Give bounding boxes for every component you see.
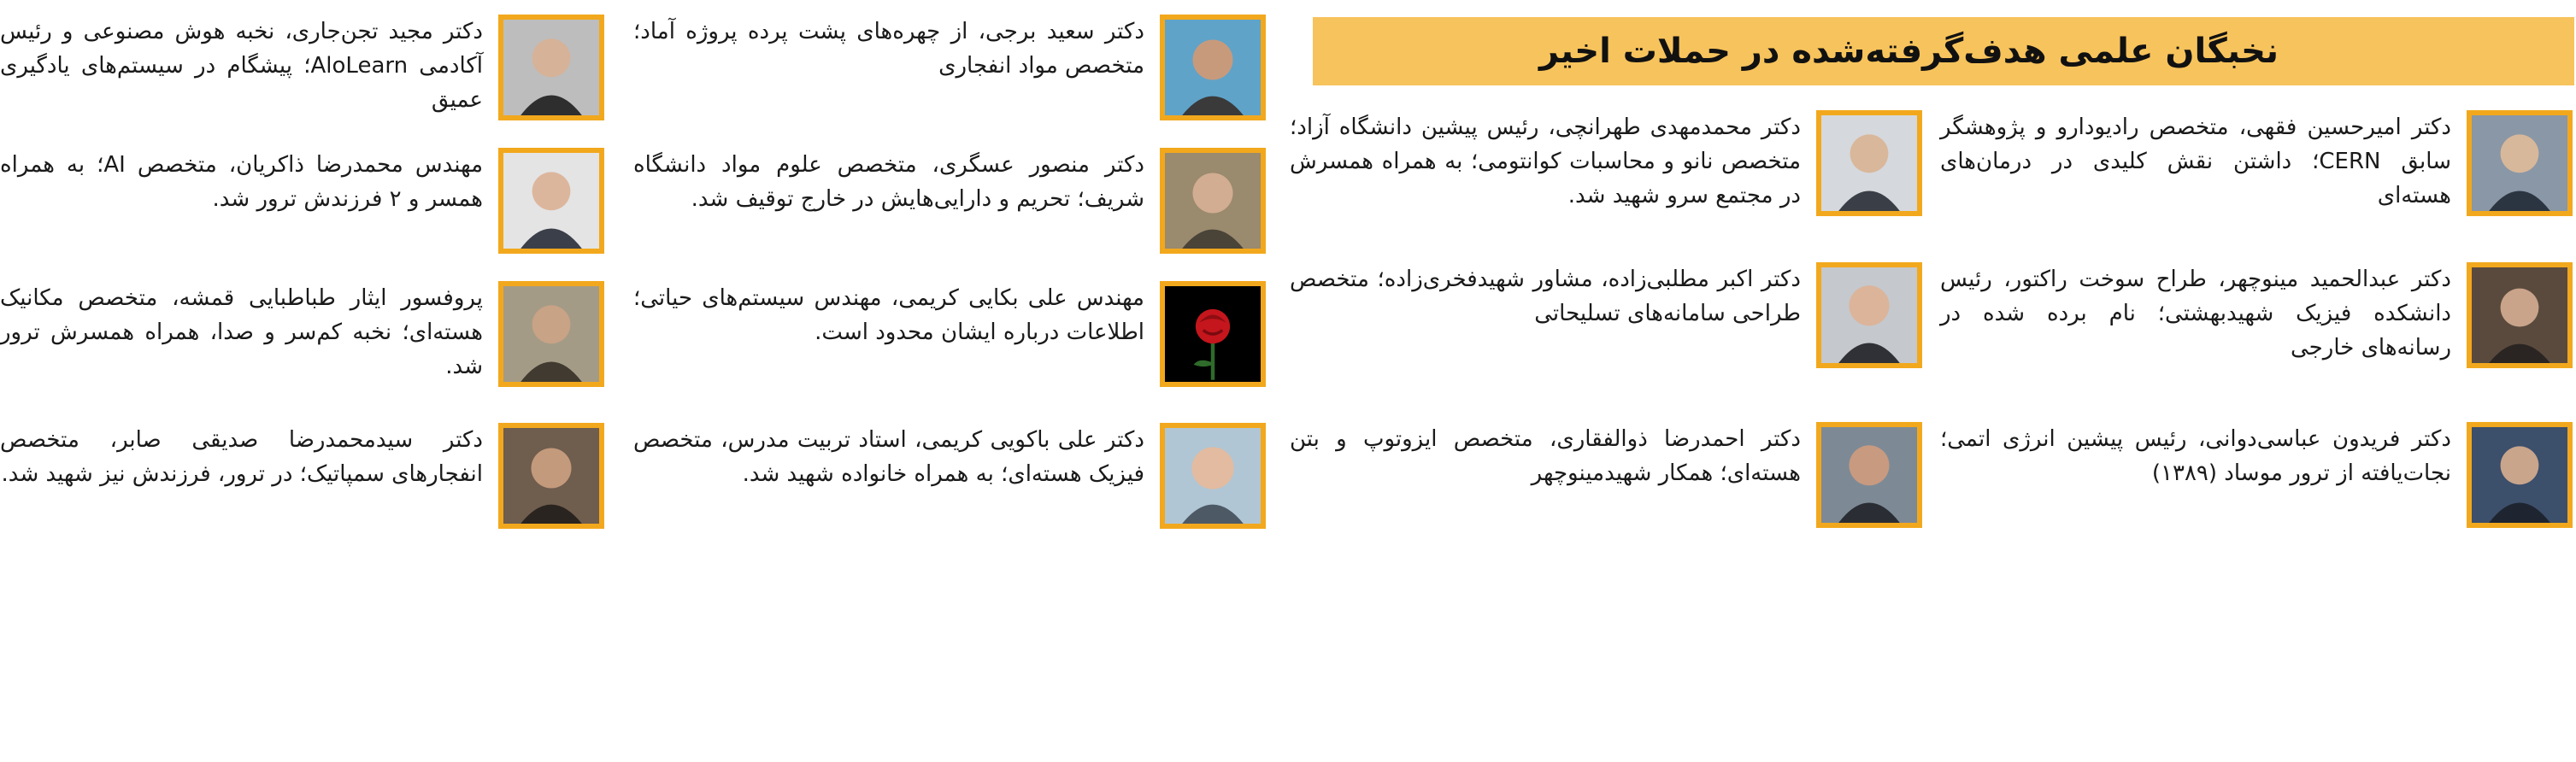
portrait-photo	[498, 423, 604, 529]
portrait-photo	[498, 148, 604, 254]
person-description: دکتر احمدرضا ذوالفقاری، متخصص ایزوتوپ و بتن هسته‌ای؛ همکار شهیدمینوچهر	[1290, 426, 1801, 486]
person-description: دکتر فریدون عباسی‌دوانی، رئیس پیشین انرژی اتمی؛ نجات‌یافته از ترور موساد (۱۳۸۹)	[1940, 426, 2451, 486]
person-card	[0, 148, 604, 254]
portrait-photo	[1816, 110, 1922, 216]
person-description: دکتر سیدمحمدرضا صدیقی صابر، متخصص انفجارهای سمپاتیک؛ در ترور، فرزندش نیز شهید شد.	[0, 427, 483, 487]
portrait-photo	[1160, 148, 1266, 254]
person-description: دکتر علی باکویی کریمی، استاد تربیت مدرس، متخصص فیزیک هسته‌ای؛ به همراه خانواده شهید شد.	[633, 427, 1144, 487]
person-card	[1940, 110, 2573, 216]
page-title: نخبگان علمی هدف‌گرفته‌شده در حملات اخیر	[1539, 32, 2279, 71]
portrait-photo	[1160, 15, 1266, 120]
person-card	[633, 148, 1266, 254]
person-card	[1290, 110, 1922, 216]
person-card	[633, 423, 1266, 529]
title-banner	[1313, 17, 2574, 85]
person-description: دکتر اکبر مطلبی‌زاده، مشاور شهیدفخری‌زاده؛ متخصص طراحی سامانه‌های تسلیحاتی	[1290, 267, 1801, 326]
person-description: مهندس محمدرضا ذاکریان، متخصص AI؛ به همراه همسر و ۲ فرزندش ترور شد.	[0, 152, 483, 212]
person-card	[633, 15, 1266, 120]
portrait-photo	[1160, 423, 1266, 529]
person-card	[1290, 422, 1922, 528]
person-card	[0, 15, 604, 120]
person-description: دکتر منصور عسگری، متخصص علوم مواد دانشگاه شریف؛ تحریم و دارایی‌هایش در خارج توقیف شد.	[633, 152, 1144, 212]
person-card	[1940, 262, 2573, 368]
portrait-photo	[1816, 262, 1922, 368]
portrait-photo	[2467, 110, 2573, 216]
portrait-photo	[1816, 422, 1922, 528]
rose-image	[1160, 281, 1266, 387]
portrait-photo	[2467, 262, 2573, 368]
person-card	[0, 281, 604, 387]
person-description: پروفسور ایثار طباطبایی قمشه، متخصص مکانیک هسته‌ای؛ نخبه کم‌سر و صدا، همراه همسرش ترور شد.	[0, 285, 483, 379]
person-card	[1290, 262, 1922, 368]
portrait-photo	[498, 15, 604, 120]
person-description: دکتر مجید تجن‌جاری، نخبه هوش مصنوعی و رئیس آکادمی AloLearn؛ پیشگام در سیستم‌های یادگیری عمیق	[0, 19, 483, 113]
person-description: دکتر محمدمهدی طهرانچی، رئیس پیشین دانشگاه آزاد؛ متخصص نانو و محاسبات کوانتومی؛ به همراه همسرش در مجتمع سرو شهید شد.	[1290, 114, 1801, 208]
person-description: دکتر امیرحسین فقهی، متخصص رادیودارو و پژوهشگر سابق CERN؛ داشتن نقش کلیدی در درمان‌های هسته‌ای	[1940, 114, 2451, 208]
person-description: دکتر سعید برجی، از چهره‌های پشت پرده پروژه آماد؛ متخصص مواد انفجاری	[633, 19, 1144, 79]
person-card	[0, 423, 604, 529]
portrait-photo	[2467, 422, 2573, 528]
person-card	[633, 281, 1266, 387]
person-description: مهندس علی بکایی کریمی، مهندس سیستم‌های حیاتی؛ اطلاعات درباره ایشان محدود است.	[633, 285, 1144, 345]
person-description: دکتر عبدالحمید مینوچهر، طراح سوخت راکتور، رئیس دانشکده فیزیک شهیدبهشتی؛ نام برده شده در رسانه‌های خارجی	[1940, 267, 2451, 360]
person-card	[1940, 422, 2573, 528]
portrait-photo	[498, 281, 604, 387]
